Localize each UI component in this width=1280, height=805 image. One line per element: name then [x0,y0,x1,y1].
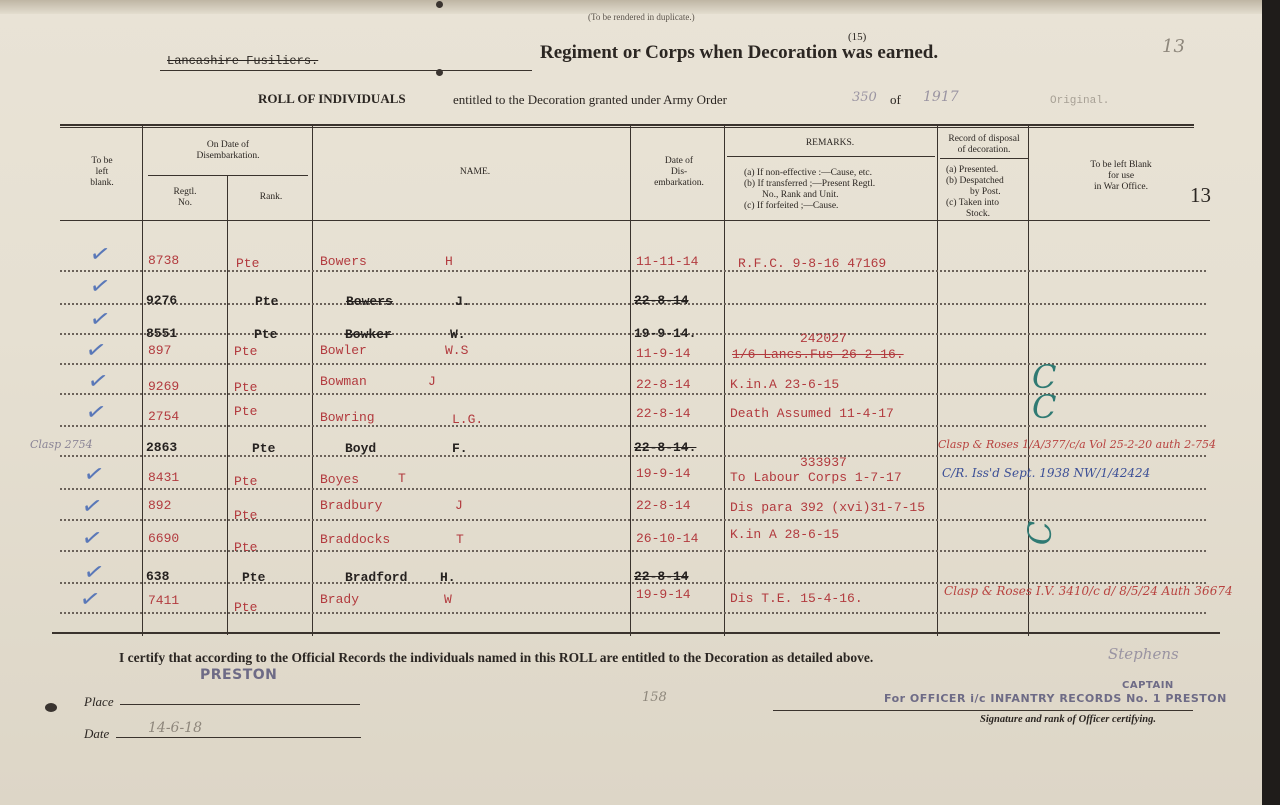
row-4-date: 11-9-14 [636,346,691,361]
place-stamp: PRESTON [200,667,278,683]
row-9-remarks: Dis para 392 (xvi)31-7-15 [730,500,926,515]
row-6-initials: L.G. [452,412,484,427]
header-line: (c) Taken into [946,198,999,208]
margin-note: Clasp 2754 [30,438,93,451]
check-mark-icon: ✓ [87,270,113,302]
row-3-date: 19-9-14. [634,326,697,341]
check-mark-icon: ✓ [79,490,105,522]
disposal-c-mark: C [1032,358,1057,396]
check-mark-icon: ✓ [81,556,107,588]
row-12-regtl-no: 7411 [148,593,180,608]
binding-hole [45,703,57,712]
row-6-surname: Bowring [320,410,375,425]
header-line: by Post. [970,187,1001,197]
row-7-initials: F. [452,441,468,456]
header-bottom-rule [60,220,1210,221]
disemb-sub-rule [148,175,308,176]
header-line: blank. [90,178,114,188]
header-line: Regtl. [173,187,197,197]
header-line: (a) If non-effective :—Cause, etc. [744,168,873,178]
header-war-office [1066,160,1176,193]
page-number-handwritten: 13 [1162,36,1185,57]
header-regtl-no [150,187,220,209]
row-1-date: 11-11-14 [636,254,699,269]
header-remarks: REMARKS. [805,138,855,148]
check-mark-icon: ✓ [85,365,111,397]
header-line: To be left Blank [1090,160,1152,170]
header-line: (c) If forfeited ;—Cause. [744,201,839,211]
row-5-rank: Pte [234,380,258,395]
row-rule [60,455,1206,457]
disposal-sub-rule [940,158,1028,159]
place-label: Place [84,694,114,709]
row-rule [60,612,1206,614]
certification-text: I certify that according to the Official Records the individuals named in this ROLL are entitled to the Decoration as detailed above. [119,650,874,665]
header-line: To be [91,156,113,166]
header-line: embarkation. [654,178,704,188]
of-word: of [890,92,901,107]
row-12-date: 19-9-14 [636,587,691,602]
header-line: for use [1107,171,1135,181]
header-line: Record of disposal [948,134,1020,144]
header-name: NAME. [459,167,491,177]
pencil-number: 158 [642,690,667,705]
row-9-surname: Bradbury [320,498,383,513]
col-divider [227,175,228,635]
col-divider [724,126,725,636]
row-8-regtl-no: 8431 [148,470,180,485]
row-12-surname: Brady [320,592,360,607]
row-3-initials: W. [450,327,466,342]
regiment-underline [160,70,532,71]
row-2-rank: Pte [255,294,279,309]
footnote-marker: (15) [848,31,867,43]
row-5-date: 22-8-14 [636,377,691,392]
row-8-date: 19-9-14 [636,466,691,481]
row-rule [60,333,1206,335]
header-record-of-disposal [940,134,1028,156]
book-edge [1262,0,1280,805]
row-11-initials: H. [440,570,456,585]
col-divider [630,126,631,636]
page-number: 13 [1190,183,1211,207]
check-mark-icon: ✓ [87,238,113,270]
header-rank: Rank. [259,192,283,202]
table-top-rule [60,124,1194,126]
row-9-regtl-no: 892 [148,498,172,513]
row-9-date: 22-8-14 [636,498,691,513]
header-line: Date of [664,156,694,166]
row-7-surname: Boyd [345,441,377,456]
row-11-date: 22-8-14 [634,569,689,584]
row-rule [60,270,1206,272]
row-2-surname: Bowers [346,294,393,309]
header-disembarkation-group [168,140,288,162]
check-mark-icon: ✓ [81,458,107,490]
date-line [116,737,361,738]
row-5-initials: J [428,374,436,389]
row-11-surname: Bradford [345,570,408,585]
order-year: 1917 [923,89,959,105]
row-rule [60,488,1206,490]
binding-hole [436,69,443,76]
header-line: Dis- [670,167,688,177]
row-rule [60,550,1206,552]
header-to-be-left-blank [72,156,132,189]
binding-hole [436,1,443,8]
row-2-date: 22-8-14 [634,293,689,308]
row-6-remarks: Death Assumed 11-4-17 [730,406,894,421]
regiment-typed: Lancashire Fusiliers. [167,54,319,68]
row-7-regtl-no: 2863 [146,440,178,455]
header-line: Disembarkation. [196,151,260,161]
row-12-annotation: Clasp & Roses I.V. 3410/c d/ 8/5/24 Auth 36674 [944,584,1233,598]
row-4-initials: W.S [445,343,469,358]
row-6-rank: Pte [234,404,258,419]
header-line: left [95,167,109,177]
header-line: of decoration. [957,145,1011,155]
row-6-regtl-no: 2754 [148,409,180,424]
header-line: Stock. [966,209,991,219]
row-5-regtl-no: 9269 [148,379,180,394]
header-line: (b) Despatched [946,176,1004,186]
header-line: in War Office. [1093,182,1149,192]
original-label: Original. [1050,95,1110,107]
row-9-rank: Pte [234,508,258,523]
army-order-number: 350 [852,90,877,105]
row-4-regtl-no: 897 [148,343,172,358]
signature-caption: Signature and rank of Officer certifying. [980,714,1156,725]
header-line: (b) If transferred ;—Present Regtl. [744,179,876,189]
row-1-remarks: R.F.C. 9-8-16 47169 [738,256,887,271]
row-4-new-number: 242027 [800,331,847,346]
row-8-annotation: C/R. Iss'd Sept. 1938 NW/1/42424 [942,466,1151,480]
row-3-rank: Pte [254,327,278,342]
remarks-sub-rule [727,156,935,157]
roll-line-caps: ROLL OF INDIVIDUALS [258,91,406,106]
row-2-initials: J. [455,294,471,309]
disposal-c-mark: C [1021,520,1060,546]
check-mark-icon: ✓ [83,396,109,428]
row-5-remarks: K.in.A 23-6-15 [730,377,840,392]
place-line [120,704,360,705]
row-1-rank: Pte [236,256,260,271]
row-7-annotation: Clasp & Roses 1/A/377/c/a Vol 25-2-20 auth 2-754 [938,438,1216,451]
row-8-surname: Boyes [320,472,360,487]
header-line: On Date of [206,140,250,150]
officer-rank-stamp: CAPTAIN [1122,680,1174,691]
row-12-remarks: Dis T.E. 15-4-16. [730,591,863,606]
row-4-surname: Bowler [320,343,367,358]
row-4-remarks: 1/6 Lancs.Fus 26-2-16. [732,347,904,362]
header-line: No. [178,198,192,208]
row-12-rank: Pte [234,600,258,615]
row-8-rank: Pte [234,474,258,489]
row-5-surname: Bowman [320,374,367,389]
duplicate-note: (To be rendered in duplicate.) [588,12,695,22]
row-rule [60,303,1206,305]
check-mark-icon: ✓ [79,522,105,554]
row-11-regtl-no: 638 [146,569,170,584]
row-9-initials: J [455,498,463,513]
row-1-surname: Bowers [320,254,367,269]
row-8-new-number: 333937 [800,455,847,470]
row-1-initials: H [445,254,453,269]
row-3-surname: Bowker [345,327,392,342]
date-value: 14-6-18 [148,720,202,736]
row-10-regtl-no: 6690 [148,531,180,546]
row-10-surname: Braddocks [320,532,391,547]
regiment-title: Regiment or Corps when Decoration was earned. [540,42,939,63]
table-top-rule-2 [60,127,1194,128]
col-divider [937,126,938,636]
row-3-regtl-no: 8551 [146,326,178,341]
row-7-date: 22-8-14. [634,440,697,455]
disposal-c-mark: C [1032,388,1057,426]
date-label: Date [84,726,110,741]
col-divider [1028,126,1029,636]
header-remarks-detail [744,168,934,212]
row-7-rank: Pte [252,441,276,456]
row-8-remarks: To Labour Corps 1-7-17 [730,470,902,485]
officer-stamp: For OFFICER i/c INFANTRY RECORDS No. 1 PRESTON [884,692,1227,705]
col-divider [312,126,313,636]
header-date-of-disembarkation [640,156,718,189]
row-10-initials: T [456,532,464,547]
header-line: No., Rank and Unit. [762,190,839,200]
row-11-rank: Pte [242,570,266,585]
row-10-date: 26-10-14 [636,531,699,546]
row-2-regtl-no: 9276 [146,293,178,308]
row-8-initials: T [398,471,406,486]
col-divider [142,126,143,636]
row-10-rank: Pte [234,540,258,555]
roll-line-2: entitled to the Decoration granted under Army Order [453,92,727,107]
check-mark-icon: ✓ [83,334,109,366]
row-1-regtl-no: 8738 [148,253,180,268]
signature-line [773,710,1193,711]
header-disposal-options [946,165,1026,220]
check-mark-icon: ✓ [87,303,113,335]
row-10-remarks: K.in A 28-6-15 [730,527,840,542]
header-line: (a) Presented. [946,165,999,175]
row-6-date: 22-8-14 [636,406,691,421]
check-mark-icon: ✓ [77,583,103,615]
row-12-initials: W [444,592,452,607]
officer-signature: Stephens [1108,645,1179,663]
row-4-rank: Pte [234,344,258,359]
